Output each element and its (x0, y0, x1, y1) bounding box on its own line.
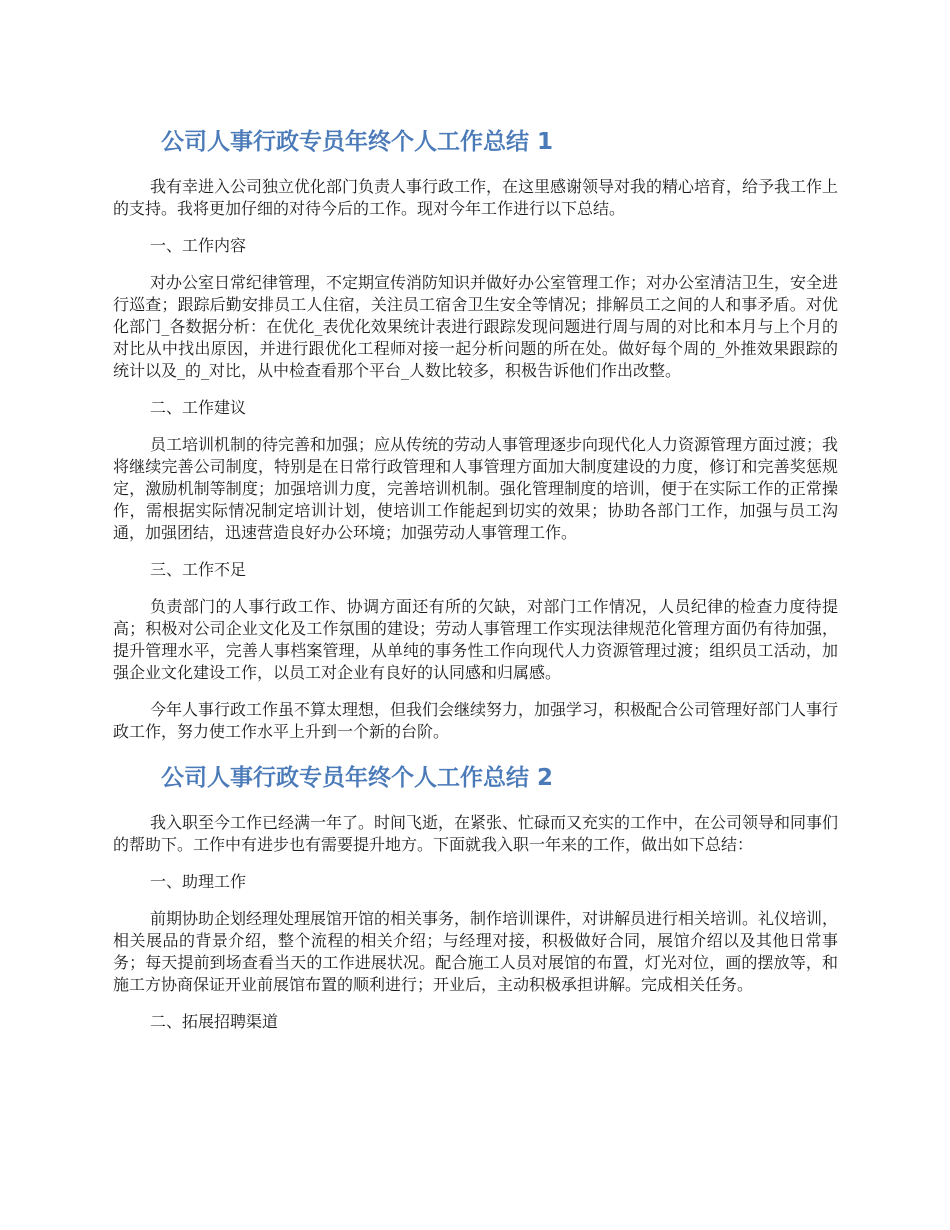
paragraph-work-suggestions: 员工培训机制的待完善和加强；应从传统的劳动人事管理逐步向现代化人力资源管理方面过渡；我将继续完善公司制度，特别是在日常行政管理和人事管理方面加大制度建设的力度，修订和完善奖惩规定，激励机制等制度；加强培训力度，完善培训机制。强化管理制度的培训，便于在实际工作的正常操作，需根据实际情况制定培训计划，使培训工作能起到切实的效果；协助各部门工作，加强与员工沟通，加强团结，迅速营造良好办公环境；加强劳动人事管理工作。 (113, 435, 839, 542)
paragraph-conclusion: 今年人事行政工作虽不算太理想，但我们会继续努力，加强学习，积极配合公司管理好部门人事行政工作，努力使工作水平上升到一个新的台阶。 (113, 700, 839, 741)
intro-paragraph-1: 我有幸进入公司独立优化部门负责人事行政工作，在这里感谢领导对我的精心培育，给予我工作上的支持。我将更加仔细的对待今后的工作。现对今年工作进行以下总结。 (113, 177, 839, 218)
paragraph-work-shortcomings: 负责部门的人事行政工作、协调方面还有所的欠缺，对部门工作情况，人员纪律的检查力度待提高；积极对公司企业文化及工作氛围的建设；劳动人事管理工作实现法律规范化管理方面仍有待加强，提升管理水平，完善人事档案管理，从单纯的事务性工作向现代人力资源管理过渡；组织员工活动，加强企业文化建设工作，以员工对企业有良好的认同感和归属感。 (113, 597, 838, 682)
heading-assistant-work: 一、助理工作 (150, 872, 247, 891)
document-content (113, 122, 838, 1048)
section-title-2: 公司人事行政专员年终个人工作总结 2 (161, 765, 554, 791)
heading-work-shortcomings: 三、工作不足 (150, 560, 247, 579)
section-title-1: 公司人事行政专员年终个人工作总结 1 (161, 129, 554, 155)
heading-work-suggestions: 二、工作建议 (150, 398, 247, 417)
heading-work-content: 一、工作内容 (150, 236, 247, 255)
paragraph-work-content: 对办公室日常纪律管理，不定期宣传消防知识并做好办公室管理工作；对办公室清洁卫生，安全进行巡查；跟踪后勤安排员工人住宿，关注员工宿舍卫生安全等情况；排解员工之间的人和事矛盾。对优化部门_各数据分析：在优化_表优化效果统计表进行跟踪发现问题进行周与周的对比和本月与上个月的对比从中找出原因，并进行跟优化工程师对接一起分析问题的所在处。做好每个周的_外推效果跟踪的统计以及_的_对比，从中检查看那个平台_人数比较多，积极告诉他们作出改整。 (113, 273, 839, 380)
paragraph-assistant-work: 前期协助企划经理处理展馆开馆的相关事务，制作培训课件，对讲解员进行相关培训。礼仪培训，相关展品的背景介绍，整个流程的相关介绍；与经理对接，积极做好合同，展馆介绍以及其他日常事务；每天提前到场查看当天的工作进展状况。配合施工人员对展馆的布置，灯光对位，画的摆放等，和施工方协商保证开业前展馆布置的顺利进行；开业后，主动积极承担讲解。完成相关任务。 (113, 909, 839, 994)
intro-paragraph-2: 我入职至今工作已经满一年了。时间飞逝，在紧张、忙碌而又充实的工作中，在公司领导和同事们的帮助下。工作中有进步也有需要提升地方。下面就我入职一年来的工作，做出如下总结： (113, 813, 839, 854)
heading-recruitment-channels: 二、拓展招聘渠道 (150, 1012, 279, 1031)
